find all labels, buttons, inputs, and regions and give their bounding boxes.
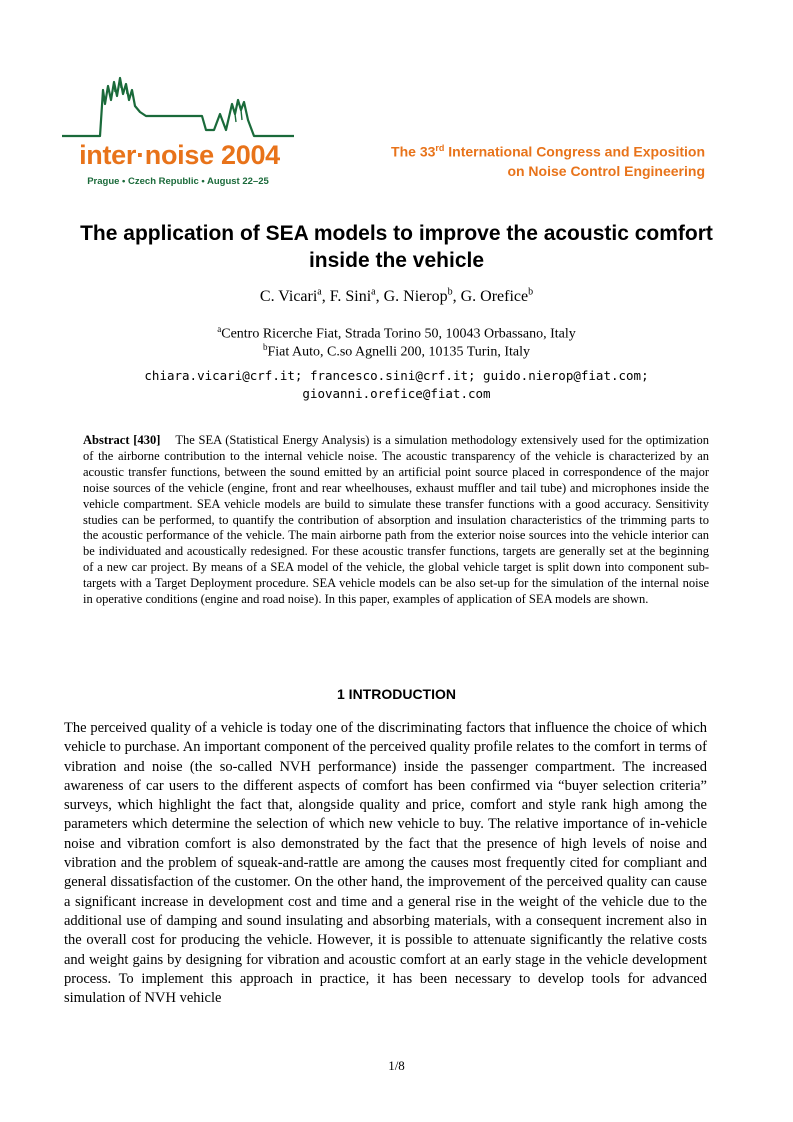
abstract-text: The SEA (Statistical Energy Analysis) is a simulation methodology extensively used for the optimization of the airborne contribution to the internal vehicle noise. The acoustic transparency of the vehicle is characterized by an acoustic transfer functions, between the sound emitted by an artificial point source placed in correspondence of the major noise sources of the vehicle (engine, front and rear wheelhouses, exhaust muffler and tail tube) and microphones inside the vehicle compartment. SEA vehicle models are build to simulate these transfer functions with a good accuracy. Sensitivity studies can be performed, to quantify the contribution of absorption and insulation characteristics of the trimming parts to the acoustic performance of the vehicle. The main airborne path from the exterior noise sources into the vehicle interior can be individuated and acoustically redesigned. For these acoustic transfer functions, targets are generally set at the beginning of a new car project. By means of a SEA model of the vehicle, the global vehicle target is split down into component sub-targets with a Target Deployment procedure. SEA vehicle models can be also set-up for the simulation of the internal noise in operative conditions (engine and road noise). In this paper, examples of application of SEA models are shown. — [83, 433, 709, 607]
author-emails — [60, 367, 733, 403]
author-list — [60, 287, 733, 306]
page-number: 1/8 — [388, 1058, 405, 1073]
author: G. Orefice$^b$ — [460, 287, 534, 306]
conference-line-1: The 33rd International Congress and Exposition — [391, 143, 705, 160]
inter-noise-logo — [62, 70, 294, 195]
emails-line-1: chiara.vicari@crf.it; francesco.sini@crf.it; guido.nierop@fiat.com; — [144, 368, 649, 383]
emails-line-2: giovanni.orefice@fiat.com — [302, 386, 491, 401]
abstract — [83, 433, 709, 608]
abstract-label: Abstract [430] — [83, 433, 161, 447]
paper-title: The application of SEA models to improve the acoustic comfort inside the vehicle — [80, 222, 713, 272]
logo-location-date: Prague • Czech Republic • August 22–25 — [87, 176, 269, 187]
affiliation-a: $^a$Centro Ricerche Fiat, Strada Torino 50, 10043 Orbassano, Italy — [217, 324, 576, 342]
author: F. Sini$^a$, — [329, 287, 384, 306]
logo-wordmark: inter·noise 2004 — [79, 140, 280, 170]
section-heading: 1 INTRODUCTION — [337, 686, 456, 702]
author: C. Vicari$^a$, — [259, 287, 330, 306]
prague-skyline-graphic — [62, 70, 294, 142]
affiliation-b: $^b$Fiat Auto, C.so Agnelli 200, 10135 Turin, Italy — [262, 342, 531, 360]
introduction-text: The perceived quality of a vehicle is today one of the discriminating factors that influence the choice of which vehicle to purchase. An important component of the perceived quality profile relates to the comfort in terms of vibration and noise (the so-called NVH performance) inside the passenger compartment. The increased awareness of car users to the different aspects of comfort has been confirmed via “buyer selection criteria” surveys, which highlight the fact that, alongside quality and price, comfort and style rank high among the parameters which determine the selection of which new vehicle to buy. The relative importance of in-vehicle noise and vibration comfort is also demonstrated by the fact that the presence of high levels of noise and vibration and the problem of squeak-and-rattle are among the causes most frequently cited for compliant and general dissatisfaction of the customer. On the other hand, the improvement of the perceived quality can cause a significant increase in development cost and time and a general rise in the weight of the vehicle due to the additional use of damping and sound insulating and absorbing materials, with a consequent increment also in the overall cost for producing the vehicle. However, it is possible to attenuate significantly the relative costs and weight gains by designing for vibration and acoustic comfort at an early stage in the vehicle development process. To implement this approach in practice, it has been necessary to develop tools for advanced simulation of NVH vehicle — [64, 720, 707, 1007]
author: G. Nierop$^b$, — [383, 287, 461, 306]
conference-header — [391, 139, 705, 181]
conference-line-2: on Noise Control Engineering — [507, 162, 705, 179]
